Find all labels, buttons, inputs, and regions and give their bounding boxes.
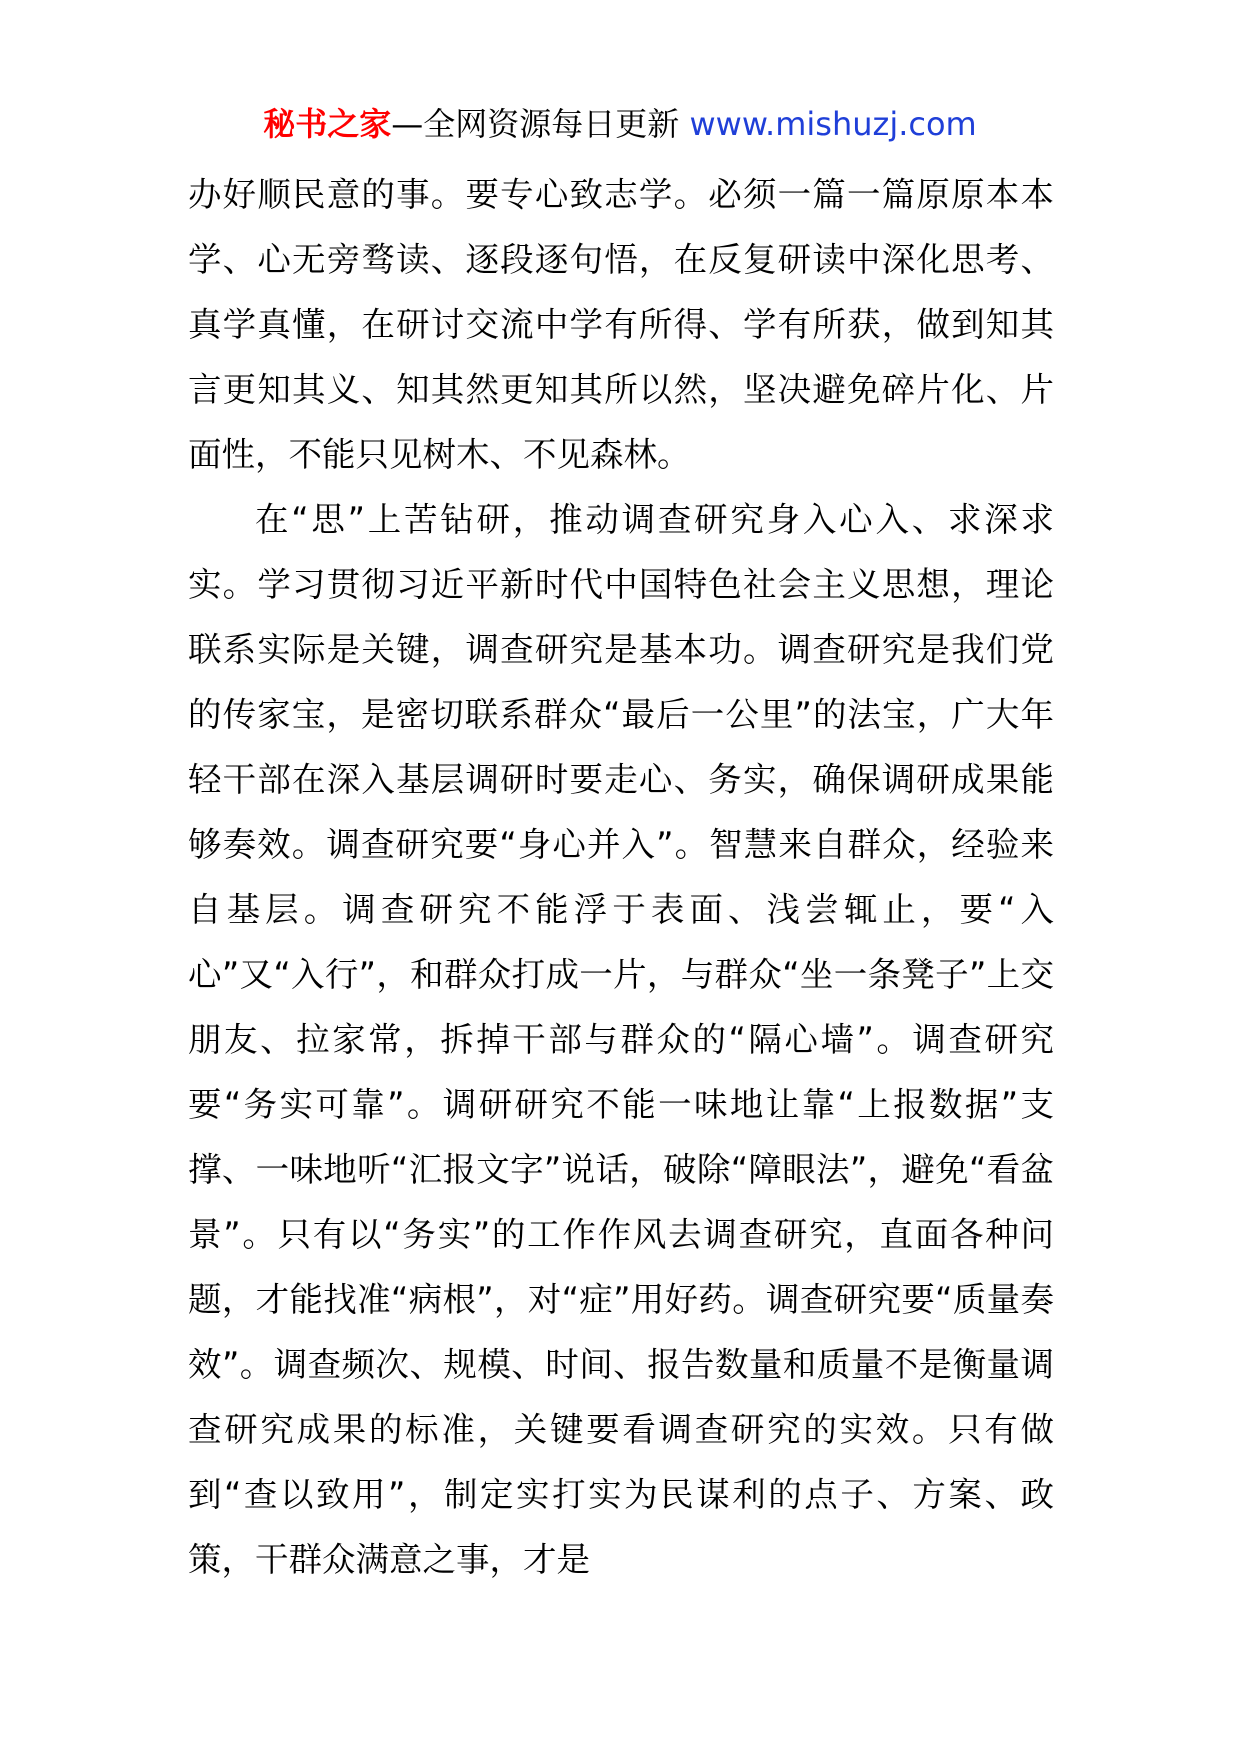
header-tagline: —全网资源每日更新 (391, 105, 690, 143)
page-header (0, 100, 1240, 148)
document-body (188, 162, 1054, 1592)
header-brand: 秘书之家 (263, 105, 392, 143)
paragraph-thinking-research: 在“思”上苦钻研，推动调查研究身入心入、求深求实。学习贯彻习近平新时代中国特色社会主义思想，理论联系实际是关键，调查研究是基本功。调查研究是我们党的传家宝，是密切联系群众“最后一公里”的法宝，广大年轻干部在深入基层调研时要走心、务实，确保调研成果能够奏效。调查研究要“身心并入”。智慧来自群众，经验来自基层。调查研究不能浮于表面、浅尝辄止，要“入心”又“入行”，和群众打成一片，与群众“坐一条凳子”上交朋友、拉家常，拆掉干部与群众的“隔心墙”。调查研究要“务实可靠”。调研研究不能一味地让靠“上报数据”支撑、一味地听“汇报文字”说话，破除“障眼法”，避免“看盆景”。只有以“务实”的工作作风去调查研究，直面各种问题，才能找准“病根”，对“症”用好药。调查研究要“质量奏效”。调查频次、规模、时间、报告数量和质量不是衡量调查研究成果的标准，关键要看调查研究的实效。只有做到“查以致用”，制定实打实为民谋利的点子、方案、政策，干群众满意之事，才是 (188, 500, 1054, 1579)
paragraph-continued: 办好顺民意的事。要专心致志学。必须一篇一篇原原本本学、心无旁骛读、逐段逐句悟，在反复研读中深化思考、真学真懂，在研讨交流中学有所得、学有所获，做到知其言更知其义、知其然更知其所以然，坚决避免碎片化、片面性，不能只见树木、不见森林。 (188, 175, 1054, 474)
header-url-link[interactable]: www.mishuzj.com (689, 105, 977, 143)
